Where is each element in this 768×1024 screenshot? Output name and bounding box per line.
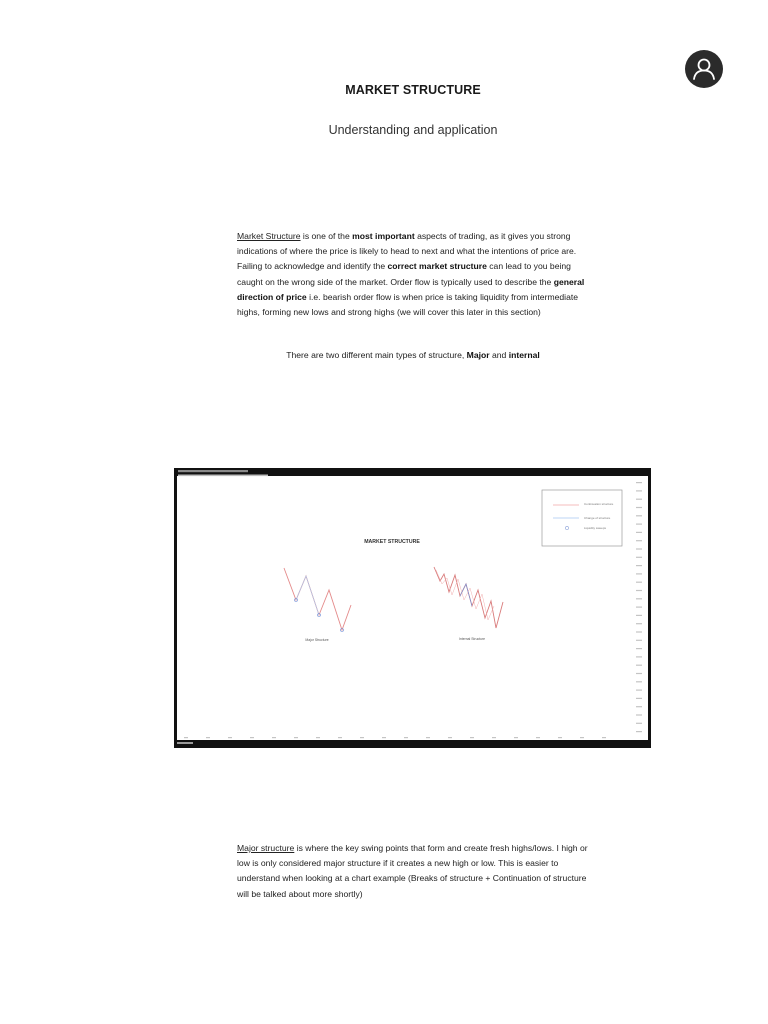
price-axis-tick xyxy=(636,714,642,715)
types-prefix: There are two different main types of structure, xyxy=(286,350,467,360)
major-structure-term: Major structure xyxy=(237,843,295,853)
internal-structure-label: Internal Structure xyxy=(458,637,486,641)
price-axis-tick xyxy=(636,490,642,491)
intro-text-4: i.e. bearish order flow is when price is taking liquidity from intermediate highs, forming new lows and strong highs (we will cover this later in this section) xyxy=(237,291,579,318)
price-axis-tick xyxy=(636,607,642,608)
price-axis-tick xyxy=(636,731,642,732)
time-axis-tick xyxy=(250,737,254,738)
chart-subheader-text xyxy=(178,475,268,477)
intro-text-2: aspects of trading, as it gives you strong indications of where the price is likely to head to next and what the intentions of price are. Failing to acknowledge and identify the xyxy=(237,231,577,272)
types-and: and xyxy=(489,350,509,360)
time-axis-tick xyxy=(426,737,430,738)
price-axis-tick xyxy=(636,631,642,632)
price-axis-tick xyxy=(636,706,642,707)
intro-text-3: can lead to you being caught on the wrong side of the market. Order flow is typically used to describe the xyxy=(237,261,571,287)
price-axis-tick xyxy=(636,698,642,699)
price-axis-tick xyxy=(636,590,642,591)
price-axis-tick xyxy=(636,640,642,641)
legend-label-change: Change of structure xyxy=(584,516,611,520)
major-structure-label: Major Structure xyxy=(305,638,329,642)
chart-image-title: MARKET STRUCTURE xyxy=(364,539,420,545)
price-axis-tick xyxy=(636,648,642,649)
price-axis-tick xyxy=(636,690,642,691)
time-axis-tick xyxy=(536,737,540,738)
structure-types-line xyxy=(0,350,768,360)
time-axis-tick xyxy=(228,737,232,738)
chart-canvas xyxy=(174,468,651,748)
price-axis-tick xyxy=(636,524,642,525)
intro-paragraph xyxy=(237,229,589,320)
price-axis-tick xyxy=(636,723,642,724)
page-title: MARKET STRUCTURE xyxy=(345,83,481,97)
price-axis-tick xyxy=(636,557,642,558)
major-structure-paragraph xyxy=(237,841,589,902)
types-internal: internal xyxy=(508,350,540,360)
price-axis-tick xyxy=(636,681,642,682)
time-axis-tick xyxy=(206,737,210,738)
price-axis-tick xyxy=(636,665,642,666)
price-axis-tick xyxy=(636,623,642,624)
price-axis-tick xyxy=(636,482,642,483)
intro-bold-2: correct market structure xyxy=(387,261,487,272)
legend-label-continuation: Continuation structure xyxy=(584,502,614,506)
time-axis-tick xyxy=(558,737,562,738)
price-axis-tick xyxy=(636,515,642,516)
time-axis-tick xyxy=(272,737,276,738)
intro-bold-3: general direction of price xyxy=(237,276,585,302)
time-axis-tick xyxy=(448,737,452,738)
chart-header-text xyxy=(178,470,248,472)
time-axis-tick xyxy=(316,737,320,738)
time-axis-tick xyxy=(338,737,342,738)
intro-bold-1: most important xyxy=(352,231,415,241)
major-structure-text: is where the key swing points that form and create fresh highs/lows. I high or low is only considered major structure if it creates a new high or low. This is easier to understand when looking at a chart example (Breaks of structure + Continuation of structure will be talked about more shortly) xyxy=(237,843,588,899)
market-structure-chart-image xyxy=(174,468,651,748)
price-axis-tick xyxy=(636,499,642,500)
price-axis-tick xyxy=(636,656,642,657)
time-axis-tick xyxy=(514,737,518,738)
time-axis-tick xyxy=(184,737,188,738)
time-axis-tick xyxy=(580,737,584,738)
page-subtitle: Understanding and application xyxy=(328,123,498,137)
price-axis-tick xyxy=(636,532,642,533)
price-axis-tick xyxy=(636,540,642,541)
time-axis-tick xyxy=(492,737,496,738)
time-axis-tick xyxy=(294,737,298,738)
price-axis-tick xyxy=(636,673,642,674)
price-axis-tick xyxy=(636,582,642,583)
types-major: Major xyxy=(466,350,490,360)
time-axis-tick xyxy=(470,737,474,738)
price-axis-tick xyxy=(636,573,642,574)
price-axis-tick xyxy=(636,615,642,616)
price-axis-tick xyxy=(636,565,642,566)
chart-footer-text xyxy=(177,742,193,744)
price-axis-tick xyxy=(636,548,642,549)
time-axis-tick xyxy=(404,737,408,738)
time-axis-tick xyxy=(360,737,364,738)
legend-label-sweep: Liquidity sweeps xyxy=(584,526,607,530)
market-structure-term: Market Structure xyxy=(237,231,301,241)
time-axis-tick xyxy=(602,737,606,738)
time-axis-tick xyxy=(382,737,386,738)
price-axis-tick xyxy=(636,507,642,508)
intro-text-1: is one of the xyxy=(300,231,353,241)
price-axis-tick xyxy=(636,598,642,599)
